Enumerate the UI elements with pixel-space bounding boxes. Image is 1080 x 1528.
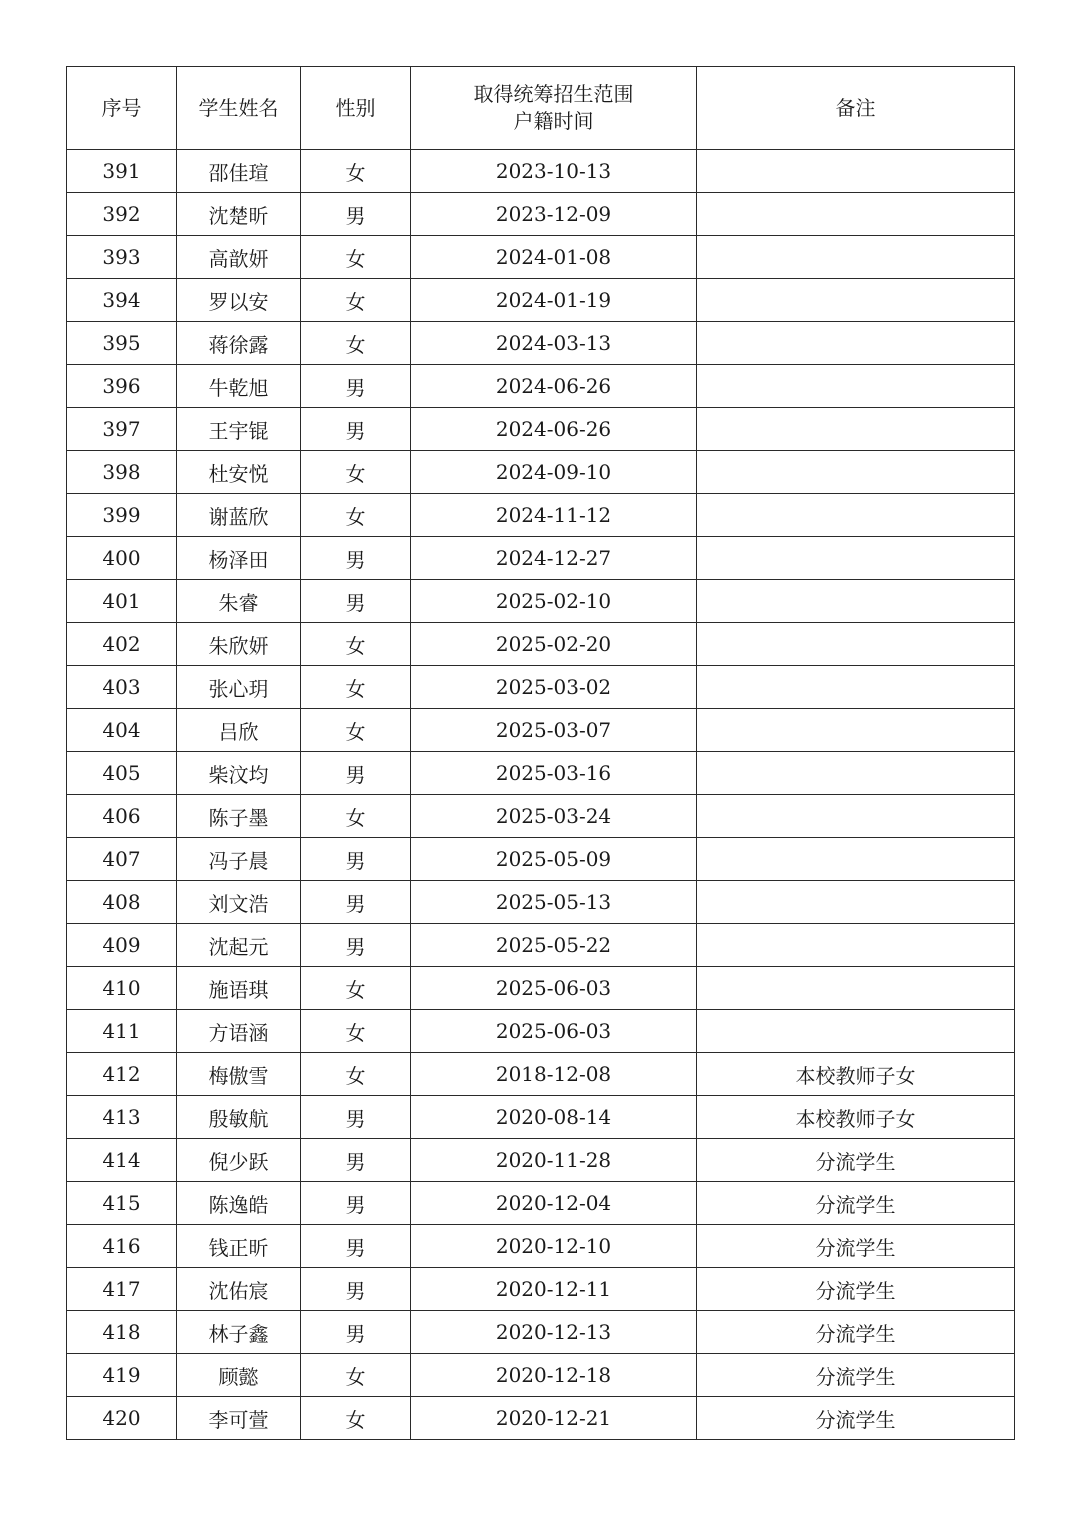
- cell-gender: 女: [301, 451, 411, 494]
- cell-remarks: 本校教师子女: [697, 1053, 1015, 1096]
- cell-serial-number: 391: [67, 150, 177, 193]
- table-row: [67, 322, 1015, 365]
- cell-registration-date: 2024-11-12: [411, 494, 697, 537]
- cell-gender: 女: [301, 279, 411, 322]
- table-row: [67, 150, 1015, 193]
- table-row: [67, 365, 1015, 408]
- cell-student-name: 朱睿: [177, 580, 301, 623]
- cell-serial-number: 417: [67, 1268, 177, 1311]
- cell-remarks: 分流学生: [697, 1139, 1015, 1182]
- cell-serial-number: 401: [67, 580, 177, 623]
- table-row: [67, 1268, 1015, 1311]
- table-header: [67, 67, 1015, 150]
- cell-student-name: 陈逸皓: [177, 1182, 301, 1225]
- header-registration-date: [411, 67, 697, 150]
- cell-student-name: 梅傲雪: [177, 1053, 301, 1096]
- cell-serial-number: 415: [67, 1182, 177, 1225]
- cell-registration-date: 2020-12-13: [411, 1311, 697, 1354]
- cell-registration-date: 2025-06-03: [411, 967, 697, 1010]
- cell-remarks: [697, 150, 1015, 193]
- table-row: [67, 752, 1015, 795]
- cell-student-name: 杜安悦: [177, 451, 301, 494]
- header-student-name: 学生姓名: [177, 67, 301, 150]
- cell-student-name: 顾懿: [177, 1354, 301, 1397]
- cell-remarks: [697, 1010, 1015, 1053]
- table-row: [67, 236, 1015, 279]
- cell-gender: 女: [301, 1397, 411, 1440]
- cell-registration-date: 2025-03-24: [411, 795, 697, 838]
- table-row: [67, 881, 1015, 924]
- cell-gender: 男: [301, 1139, 411, 1182]
- cell-remarks: [697, 236, 1015, 279]
- table-row: [67, 1182, 1015, 1225]
- cell-remarks: [697, 537, 1015, 580]
- cell-remarks: [697, 967, 1015, 1010]
- cell-remarks: [697, 838, 1015, 881]
- cell-student-name: 王宇锟: [177, 408, 301, 451]
- cell-serial-number: 411: [67, 1010, 177, 1053]
- cell-gender: 女: [301, 1010, 411, 1053]
- cell-registration-date: 2025-03-02: [411, 666, 697, 709]
- table-row: [67, 580, 1015, 623]
- table-row: [67, 1053, 1015, 1096]
- header-row: [67, 67, 1015, 150]
- header-registration-date-line1: 取得统筹招生范围: [473, 82, 634, 106]
- cell-remarks: [697, 580, 1015, 623]
- cell-gender: 女: [301, 623, 411, 666]
- cell-remarks: 本校教师子女: [697, 1096, 1015, 1139]
- cell-remarks: [697, 795, 1015, 838]
- cell-remarks: [697, 881, 1015, 924]
- cell-serial-number: 412: [67, 1053, 177, 1096]
- cell-serial-number: 413: [67, 1096, 177, 1139]
- table-row: [67, 279, 1015, 322]
- cell-serial-number: 404: [67, 709, 177, 752]
- table-row: [67, 1096, 1015, 1139]
- cell-registration-date: 2024-01-19: [411, 279, 697, 322]
- cell-remarks: [697, 752, 1015, 795]
- student-roster-table: [66, 66, 1015, 1440]
- cell-serial-number: 393: [67, 236, 177, 279]
- cell-remarks: 分流学生: [697, 1397, 1015, 1440]
- cell-serial-number: 402: [67, 623, 177, 666]
- cell-gender: 男: [301, 1225, 411, 1268]
- cell-gender: 女: [301, 494, 411, 537]
- table-row: [67, 451, 1015, 494]
- cell-gender: 女: [301, 322, 411, 365]
- cell-gender: 男: [301, 1182, 411, 1225]
- cell-serial-number: 405: [67, 752, 177, 795]
- cell-registration-date: 2025-06-03: [411, 1010, 697, 1053]
- cell-remarks: [697, 451, 1015, 494]
- cell-gender: 女: [301, 236, 411, 279]
- cell-registration-date: 2023-12-09: [411, 193, 697, 236]
- table-row: [67, 1397, 1015, 1440]
- cell-gender: 男: [301, 580, 411, 623]
- cell-student-name: 高歆妍: [177, 236, 301, 279]
- table-row: [67, 1354, 1015, 1397]
- cell-gender: 男: [301, 838, 411, 881]
- table-body: [67, 150, 1015, 1440]
- header-remarks: 备注: [697, 67, 1015, 150]
- cell-registration-date: 2024-06-26: [411, 365, 697, 408]
- cell-registration-date: 2020-11-28: [411, 1139, 697, 1182]
- cell-remarks: 分流学生: [697, 1311, 1015, 1354]
- cell-student-name: 朱欣妍: [177, 623, 301, 666]
- cell-serial-number: 396: [67, 365, 177, 408]
- cell-serial-number: 397: [67, 408, 177, 451]
- cell-student-name: 施语琪: [177, 967, 301, 1010]
- cell-student-name: 方语涵: [177, 1010, 301, 1053]
- cell-serial-number: 398: [67, 451, 177, 494]
- table-row: [67, 1139, 1015, 1182]
- cell-student-name: 倪少跃: [177, 1139, 301, 1182]
- cell-student-name: 沈楚昕: [177, 193, 301, 236]
- cell-remarks: [697, 924, 1015, 967]
- cell-registration-date: 2025-03-16: [411, 752, 697, 795]
- cell-student-name: 蒋徐露: [177, 322, 301, 365]
- cell-student-name: 柴汶均: [177, 752, 301, 795]
- cell-remarks: 分流学生: [697, 1225, 1015, 1268]
- table-row: [67, 924, 1015, 967]
- cell-student-name: 林子鑫: [177, 1311, 301, 1354]
- table-row: [67, 408, 1015, 451]
- cell-student-name: 殷敏航: [177, 1096, 301, 1139]
- table-row: [67, 494, 1015, 537]
- cell-gender: 男: [301, 537, 411, 580]
- table-row: [67, 1311, 1015, 1354]
- cell-serial-number: 400: [67, 537, 177, 580]
- cell-registration-date: 2020-12-10: [411, 1225, 697, 1268]
- cell-gender: 男: [301, 365, 411, 408]
- cell-remarks: 分流学生: [697, 1268, 1015, 1311]
- cell-serial-number: 410: [67, 967, 177, 1010]
- cell-serial-number: 392: [67, 193, 177, 236]
- cell-gender: 男: [301, 752, 411, 795]
- cell-remarks: [697, 193, 1015, 236]
- cell-gender: 男: [301, 193, 411, 236]
- cell-registration-date: 2025-02-10: [411, 580, 697, 623]
- cell-student-name: 陈子墨: [177, 795, 301, 838]
- cell-remarks: 分流学生: [697, 1182, 1015, 1225]
- header-serial-number: 序号: [67, 67, 177, 150]
- cell-registration-date: 2020-12-18: [411, 1354, 697, 1397]
- table-row: [67, 967, 1015, 1010]
- cell-serial-number: 407: [67, 838, 177, 881]
- cell-student-name: 杨泽田: [177, 537, 301, 580]
- table-row: [67, 1010, 1015, 1053]
- cell-gender: 男: [301, 881, 411, 924]
- header-gender: 性别: [301, 67, 411, 150]
- cell-gender: 男: [301, 1311, 411, 1354]
- cell-gender: 女: [301, 795, 411, 838]
- cell-serial-number: 409: [67, 924, 177, 967]
- cell-gender: 女: [301, 709, 411, 752]
- cell-registration-date: 2025-05-13: [411, 881, 697, 924]
- cell-serial-number: 414: [67, 1139, 177, 1182]
- table-row: [67, 795, 1015, 838]
- cell-registration-date: 2020-12-21: [411, 1397, 697, 1440]
- cell-registration-date: 2024-06-26: [411, 408, 697, 451]
- cell-serial-number: 394: [67, 279, 177, 322]
- cell-serial-number: 416: [67, 1225, 177, 1268]
- cell-serial-number: 408: [67, 881, 177, 924]
- cell-gender: 女: [301, 666, 411, 709]
- cell-registration-date: 2018-12-08: [411, 1053, 697, 1096]
- cell-remarks: [697, 623, 1015, 666]
- table-row: [67, 1225, 1015, 1268]
- cell-gender: 男: [301, 1268, 411, 1311]
- cell-serial-number: 420: [67, 1397, 177, 1440]
- cell-gender: 女: [301, 967, 411, 1010]
- cell-serial-number: 419: [67, 1354, 177, 1397]
- cell-student-name: 钱正昕: [177, 1225, 301, 1268]
- cell-student-name: 罗以安: [177, 279, 301, 322]
- cell-registration-date: 2025-02-20: [411, 623, 697, 666]
- cell-registration-date: 2025-03-07: [411, 709, 697, 752]
- cell-registration-date: 2024-12-27: [411, 537, 697, 580]
- cell-gender: 女: [301, 150, 411, 193]
- cell-student-name: 邵佳瑄: [177, 150, 301, 193]
- cell-remarks: [697, 709, 1015, 752]
- cell-registration-date: 2025-05-22: [411, 924, 697, 967]
- cell-remarks: [697, 408, 1015, 451]
- cell-serial-number: 406: [67, 795, 177, 838]
- cell-remarks: 分流学生: [697, 1354, 1015, 1397]
- cell-remarks: [697, 365, 1015, 408]
- cell-student-name: 沈起元: [177, 924, 301, 967]
- cell-serial-number: 395: [67, 322, 177, 365]
- table-row: [67, 623, 1015, 666]
- cell-gender: 男: [301, 924, 411, 967]
- table-row: [67, 838, 1015, 881]
- cell-student-name: 张心玥: [177, 666, 301, 709]
- cell-registration-date: 2023-10-13: [411, 150, 697, 193]
- cell-student-name: 谢蓝欣: [177, 494, 301, 537]
- cell-remarks: [697, 494, 1015, 537]
- cell-student-name: 冯子晨: [177, 838, 301, 881]
- cell-gender: 男: [301, 408, 411, 451]
- cell-registration-date: 2024-03-13: [411, 322, 697, 365]
- cell-registration-date: 2020-12-11: [411, 1268, 697, 1311]
- cell-gender: 男: [301, 1096, 411, 1139]
- cell-remarks: [697, 279, 1015, 322]
- table-row: [67, 709, 1015, 752]
- cell-registration-date: 2020-12-04: [411, 1182, 697, 1225]
- cell-remarks: [697, 666, 1015, 709]
- cell-gender: 女: [301, 1053, 411, 1096]
- cell-serial-number: 399: [67, 494, 177, 537]
- cell-student-name: 牛乾旭: [177, 365, 301, 408]
- cell-student-name: 吕欣: [177, 709, 301, 752]
- header-registration-date-line2: 户籍时间: [513, 109, 594, 133]
- cell-serial-number: 403: [67, 666, 177, 709]
- cell-remarks: [697, 322, 1015, 365]
- cell-student-name: 李可萱: [177, 1397, 301, 1440]
- table-row: [67, 193, 1015, 236]
- cell-serial-number: 418: [67, 1311, 177, 1354]
- table-row: [67, 666, 1015, 709]
- cell-registration-date: 2025-05-09: [411, 838, 697, 881]
- cell-registration-date: 2024-09-10: [411, 451, 697, 494]
- cell-gender: 女: [301, 1354, 411, 1397]
- cell-student-name: 沈佑宸: [177, 1268, 301, 1311]
- cell-registration-date: 2024-01-08: [411, 236, 697, 279]
- cell-student-name: 刘文浩: [177, 881, 301, 924]
- cell-registration-date: 2020-08-14: [411, 1096, 697, 1139]
- table-row: [67, 537, 1015, 580]
